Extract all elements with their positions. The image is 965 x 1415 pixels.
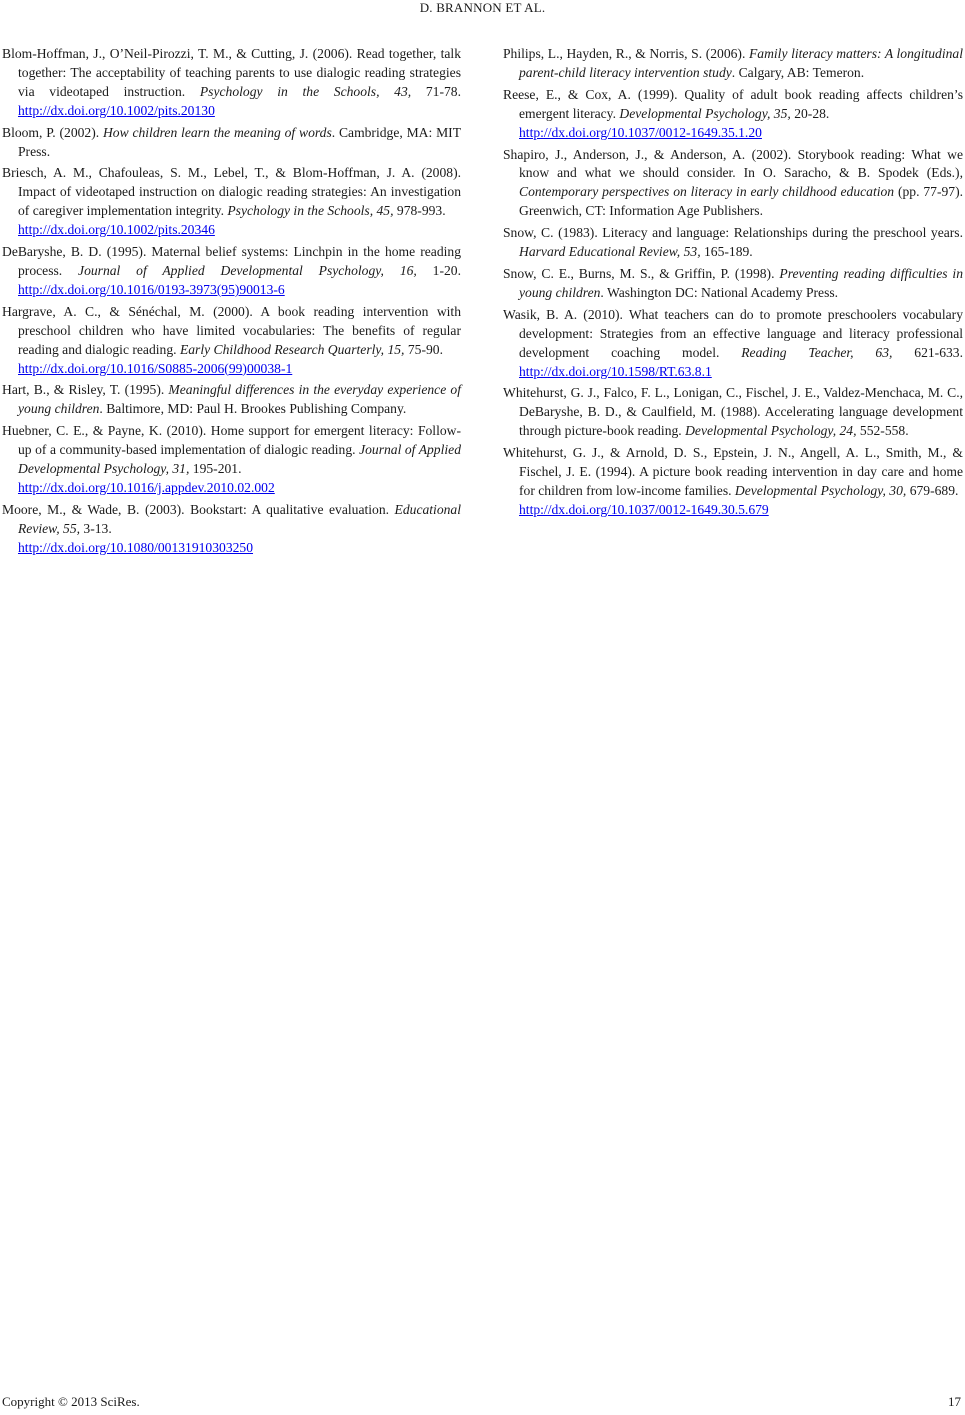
reference-pages: 1-20. xyxy=(416,262,461,278)
reference-source: Preventing reading difficulties in young children xyxy=(519,265,964,300)
reference-pages: 75-90. xyxy=(404,341,443,357)
reference-source: Meaningful differences in the everyday experience of young children xyxy=(18,382,461,417)
reference-entry xyxy=(503,224,963,262)
reference-entry xyxy=(2,422,461,498)
doi-link[interactable]: http://dx.doi.org/10.1002/pits.20130 xyxy=(18,102,215,118)
reference-text: Shapiro, J., Anderson, J., & Anderson, A. (2002). Storybook reading: What we know and what we should consider. In O. Saracho, & B. Spodek (Eds.), xyxy=(503,146,963,181)
doi-link[interactable]: http://dx.doi.org/10.1598/RT.63.8.1 xyxy=(519,363,712,379)
reference-source: Developmental Psychology, 35, xyxy=(619,105,791,121)
doi-link[interactable]: http://dx.doi.org/10.1016/j.appdev.2010.02.002 xyxy=(18,479,275,495)
reference-entry xyxy=(503,86,963,143)
reference-text: Wasik, B. A. (2010). What teachers can do to promote preschoolers vocabulary development: Strategies from an effective language and literacy professional development coaching model. xyxy=(503,306,963,360)
reference-text: Snow, C. E., Burns, M. S., & Griffin, P. (1998). xyxy=(503,265,780,281)
reference-text: Hart, B., & Risley, T. (1995). xyxy=(2,382,169,398)
running-head: D. BRANNON ET AL. xyxy=(419,0,546,15)
reference-pages: 20-28. xyxy=(790,105,830,121)
reference-text: Snow, C. (1983). Literacy and language: Relationships during the preschool years. xyxy=(503,225,963,241)
reference-source: Psychology in the Schools, 45, xyxy=(227,203,394,219)
doi-link[interactable]: http://dx.doi.org/10.1016/0193-3973(95)90013-6 xyxy=(18,281,285,297)
reference-pages: 165-189. xyxy=(700,244,753,260)
reference-source: Contemporary perspectives on literacy in early childhood education xyxy=(519,184,895,200)
reference-pages: . Cambridge, MA: MIT Press. xyxy=(18,124,461,159)
reference-text: Briesch, A. M., Chafouleas, S. M., Lebel, T., & Blom-Hoffman, J. A. (2008). Impact of videotaped instruction on dialogic reading strategies: An investigation of caregiver implementation integrity. xyxy=(2,165,461,219)
reference-entry xyxy=(503,306,963,382)
reference-entry xyxy=(2,303,461,379)
doi-link[interactable]: http://dx.doi.org/10.1002/pits.20346 xyxy=(18,222,215,238)
reference-entry xyxy=(2,381,461,419)
reference-text: DeBaryshe, B. D. (1995). Maternal belief systems: Linchpin in the home reading process. xyxy=(2,244,461,278)
reference-source: Educational Review, 55, xyxy=(18,501,461,536)
doi-link[interactable]: http://dx.doi.org/10.1016/S0885-2006(99)00038-1 xyxy=(18,360,293,376)
reference-pages: 621-633. xyxy=(892,344,964,360)
reference-text: Whitehurst, G. J., & Arnold, D. S., Epstein, J. N., Angell, A. L., Smith, M., & Fischel, J. E. (1994). A picture book reading intervention in day care and home for children from low-income families. xyxy=(503,445,963,498)
reference-entry xyxy=(503,265,963,303)
copyright-notice: Copyright © 2013 SciRes. xyxy=(2,1394,140,1409)
reference-text: Reese, E., & Cox, A. (1999). Quality of adult book reading affects children’s emergent literacy. xyxy=(503,86,963,121)
page-number: 17 xyxy=(948,1394,961,1409)
reference-text: Bloom, P. (2002). xyxy=(2,124,103,140)
reference-entry xyxy=(2,124,461,162)
references-left-column xyxy=(2,45,461,561)
reference-text: Huebner, C. E., & Payne, K. (2010). Home support for emergent literacy: Follow-up of a community-based implementation of dialogic reading. xyxy=(2,423,461,458)
reference-pages: 552-558. xyxy=(856,423,909,439)
reference-source: Developmental Psychology, 24, xyxy=(685,423,857,439)
reference-text: Philips, L., Hayden, R., & Norris, S. (2006). xyxy=(503,46,749,61)
reference-pages: . Calgary, AB: Temeron. xyxy=(731,64,865,80)
reference-entry xyxy=(2,501,461,558)
reference-entry xyxy=(503,444,963,520)
reference-pages: . Washington DC: National Academy Press. xyxy=(600,284,839,300)
reference-source: Psychology in the Schools, 43, xyxy=(199,83,412,99)
reference-text: Blom-Hoffman, J., O’Neil-Pirozzi, T. M., & Cutting, J. (2006). Read together, talk together: The acceptability of teaching parents to use dialogic reading strategies via videotaped instruction. xyxy=(2,46,461,99)
reference-source: Harvard Educational Review, 53, xyxy=(519,244,701,260)
reference-pages: 195-201. xyxy=(189,461,242,477)
reference-entry xyxy=(2,243,461,300)
reference-source: Developmental Psychology, 30, xyxy=(734,482,907,498)
reference-source: Early Childhood Research Quarterly, 15, xyxy=(179,341,405,357)
doi-link[interactable]: http://dx.doi.org/10.1037/0012-1649.35.1.20 xyxy=(519,124,762,140)
reference-source: Journal of Applied Developmental Psychology, 16, xyxy=(78,262,417,278)
reference-pages: 679-689. xyxy=(906,482,959,498)
reference-source: How children learn the meaning of words xyxy=(102,124,332,140)
reference-entry xyxy=(503,45,963,83)
reference-text: Moore, M., & Wade, B. (2003). Bookstart: A qualitative evaluation. xyxy=(2,501,395,517)
reference-pages: (pp. 77-97). Greenwich, CT: Information Age Publishers. xyxy=(519,184,963,219)
reference-entry xyxy=(2,45,461,121)
reference-pages: 71-78. xyxy=(411,83,461,99)
doi-link[interactable]: http://dx.doi.org/10.1037/0012-1649.30.5.679 xyxy=(519,501,769,517)
reference-text: Hargrave, A. C., & Sénéchal, M. (2000). A book reading intervention with preschool children who have limited vocabularies: The benefits of regular reading and dialogic reading. xyxy=(2,303,461,357)
reference-entry xyxy=(503,146,963,222)
reference-source: Journal of Applied Developmental Psychology, 31, xyxy=(18,442,461,477)
reference-pages: 978-993. xyxy=(393,203,446,219)
reference-pages: 3-13. xyxy=(80,520,112,536)
reference-source: Family literacy matters: A longitudinal parent-child literacy intervention study xyxy=(519,46,963,80)
reference-entry xyxy=(2,164,461,240)
reference-source: Reading Teacher, 63, xyxy=(741,344,893,360)
references-right-column xyxy=(503,45,963,523)
reference-entry xyxy=(503,384,963,441)
reference-pages: . Baltimore, MD: Paul H. Brookes Publishing Company. xyxy=(99,401,407,417)
reference-text: Whitehurst, G. J., Falco, F. L., Lonigan, C., Fischel, J. E., Valdez-Menchaca, M. C., DeBaryshe, B. D., & Caulfield, M. (1988). Accelerating language development through picture-book reading. xyxy=(503,385,963,439)
doi-link[interactable]: http://dx.doi.org/10.1080/00131910303250 xyxy=(18,539,254,555)
